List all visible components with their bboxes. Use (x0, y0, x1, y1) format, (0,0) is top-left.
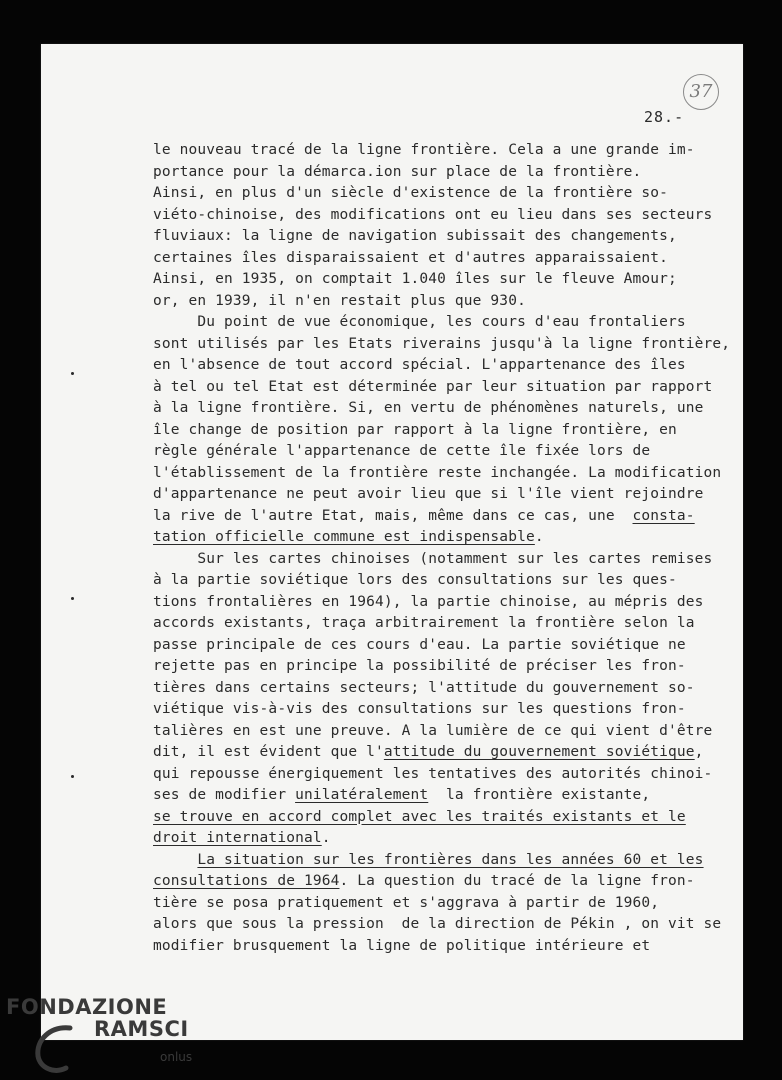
underlined-text: unilatéralement (295, 787, 429, 803)
text-line (153, 484, 733, 506)
text-segment: alors que sous la pression de la direction de Pékin , on vit se (153, 916, 722, 932)
underlined-text: attitude du gouvernement soviétique (383, 744, 695, 760)
text-line (153, 312, 733, 334)
text-segment: fluviaux: la ligne de navigation subissait des changements, (153, 228, 677, 244)
text-line (153, 893, 733, 915)
watermark-logo (6, 996, 189, 1040)
text-line (153, 248, 733, 270)
text-line (153, 742, 733, 764)
text-line (153, 162, 733, 184)
text-line (153, 334, 733, 356)
text-line (153, 355, 733, 377)
text-line (153, 205, 733, 227)
text-line (153, 269, 733, 291)
text-segment: Sur les cartes chinoises (notamment sur les cartes remises (153, 550, 713, 567)
text-line (153, 936, 733, 958)
text-segment: rejette pas en principe la possibilité de préciser les fron- (153, 658, 686, 674)
text-line (153, 871, 733, 893)
text-segment: à tel ou tel Etat est déterminée par leur situation par rapport (153, 378, 713, 395)
text-line (153, 463, 733, 485)
text-line (153, 828, 733, 850)
text-line (153, 592, 733, 614)
text-segment: Ainsi, en 1935, on comptait 1.040 îles sur le fleuve Amour; (153, 271, 677, 287)
text-segment: le nouveau tracé de la ligne frontière. Cela a une grande im- (153, 142, 695, 158)
handwritten-page-number: 37 (683, 74, 719, 110)
text-segment: à la partie soviétique lors des consultations sur les ques- (153, 572, 677, 588)
text-segment: qui repousse énergiquement les tentatives des autorités chinoi- (153, 765, 713, 782)
text-segment: dit, il est évident que l' (153, 744, 384, 760)
typewritten-body (153, 140, 733, 957)
text-line (153, 377, 733, 399)
document-page (41, 44, 743, 1040)
underlined-text: se trouve en accord complet avec les traités existants et le (153, 808, 686, 825)
text-line (153, 914, 733, 936)
text-line (153, 678, 733, 700)
text-segment: passe principale de ces cours d'eau. La partie soviétique ne (153, 636, 686, 653)
text-segment: île change de position par rapport à la ligne frontière, en (153, 421, 677, 438)
margin-mark (71, 775, 74, 778)
text-segment: viétique vis-à-vis des consultations sur les questions fron- (153, 701, 686, 717)
text-line (153, 398, 733, 420)
text-line (153, 140, 733, 162)
text-segment: Du point de vue économique, les cours d'eau frontaliers (153, 314, 686, 330)
text-segment: modifier brusquement la ligne de politique intérieure et (153, 937, 651, 954)
text-segment: accords existants, traça arbitrairement la frontière selon la (153, 615, 695, 631)
text-segment: or, en 1939, il n'en restait plus que 930. (153, 292, 526, 309)
text-segment: la frontière existante, (428, 787, 651, 803)
text-line (153, 613, 733, 635)
underlined-text: consta- (632, 507, 695, 524)
underlined-text: La situation sur les frontières dans les années 60 et les (197, 851, 704, 868)
watermark-line1: FONDAZIONE (6, 995, 168, 1019)
text-line (153, 850, 733, 872)
underlined-text: droit international (153, 830, 322, 846)
text-segment: à la ligne frontière. Si, en vertu de phénomènes naturels, une (153, 400, 704, 416)
text-segment: . (321, 830, 331, 846)
text-line (153, 764, 733, 786)
text-line (153, 635, 733, 657)
margin-mark (71, 597, 74, 600)
text-segment: la rive de l'autre Etat, mais, même dans ce cas, une (153, 507, 633, 524)
underlined-text: tation officielle commune est indispensable (153, 529, 535, 545)
watermark-line2: RAMSCI (94, 1017, 189, 1041)
text-line (153, 226, 733, 248)
text-segment: en l'absence de tout accord spécial. L'appartenance des îles (153, 357, 686, 373)
page-number: 28.- (644, 108, 685, 126)
text-line (153, 699, 733, 721)
text-line (153, 656, 733, 678)
text-segment: certaines îles disparaissaient et d'autres apparaissaient. (153, 249, 669, 266)
text-segment: . (534, 529, 544, 545)
text-segment: tières dans certains secteurs; l'attitude du gouvernement so- (153, 679, 695, 696)
margin-mark (71, 372, 74, 375)
text-segment: viéto-chinoise, des modifications ont eu lieu dans ses secteurs (153, 206, 713, 223)
text-segment: sont utilisés par les Etats riverains jusqu'à la ligne frontière, (153, 335, 731, 352)
text-segment: . La question du tracé de la ligne fron- (339, 873, 695, 889)
text-line (153, 570, 733, 592)
underlined-text: consultations de 1964 (153, 873, 340, 889)
text-segment: ses de modifier (153, 787, 296, 803)
text-segment: tions frontalières en 1964), la partie chinoise, au mépris des (153, 593, 704, 610)
text-line (153, 785, 733, 807)
text-line (153, 549, 733, 571)
text-line (153, 441, 733, 463)
text-line (153, 721, 733, 743)
text-line (153, 506, 733, 528)
text-segment: règle générale l'appartenance de cette île fixée lors de (153, 443, 651, 459)
text-segment: portance pour la démarca.ion sur place de la frontière. (153, 163, 642, 180)
text-line (153, 527, 733, 549)
text-line (153, 420, 733, 442)
text-segment: d'appartenance ne peut avoir lieu que si l'île vient rejoindre (153, 486, 704, 502)
text-segment: Ainsi, en plus d'un siècle d'existence de la frontière so- (153, 185, 669, 201)
watermark-suffix: onlus (160, 1050, 193, 1064)
text-segment (153, 852, 197, 868)
text-line (153, 291, 733, 313)
text-segment: , (694, 744, 704, 760)
text-segment: l'établissement de la frontière reste inchangée. La modification (153, 464, 722, 481)
text-line (153, 807, 733, 829)
text-segment: talières en est une preuve. A la lumière de ce qui vient d'être (153, 722, 713, 739)
text-line (153, 183, 733, 205)
text-segment: tière se posa pratiquement et s'aggrava à partir de 1960, (153, 894, 660, 911)
